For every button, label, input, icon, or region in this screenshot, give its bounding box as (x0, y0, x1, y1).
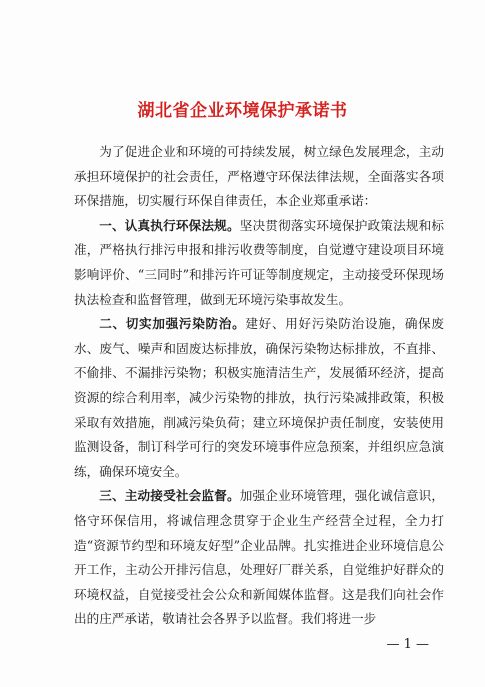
section-1-heading: 一、认真执行环保法规。 (99, 217, 240, 233)
page-number: — 1 — (386, 637, 429, 652)
section-1-paragraph (74, 214, 444, 312)
document-title: 湖北省企业环境保护承诺书 (137, 101, 348, 121)
document-body (74, 140, 444, 632)
section-2-paragraph (74, 312, 444, 484)
section-1-text: 坚决贯彻落实环境保护政策法规和标准，严格执行排污申报和排污收费等制度，自觉遵守建设项目环境影响评价、“三同时”和排污许可证等制度规定，主动接受环保现场执法检查和监督管理，做到无环境污染事故发生。 (74, 217, 445, 307)
section-2-heading: 二、切实加强污染防治。 (99, 316, 246, 332)
intro-paragraph: 为了促进企业和环境的可持续发展，树立绿色发展理念，主动承担环境保护的社会责任，严格遵守环保法律法规，全面落实各项环保措施，切实履行环保自律责任，本企业郑重承诺： (74, 144, 444, 209)
section-3-heading: 三、主动接受社会监督。 (99, 488, 240, 504)
section-3-text: 加强企业环境管理，强化诚信意识，恪守环保信用，将诚信理念贯穿于企业生产经营全过程，全力打造“资源节约型和环境友好型”企业品牌。扎实推进企业环境信息公开工作，主动公开排污信息，处理好厂群关系，自觉维护好群众的环境权益，自觉接受社会公众和新闻媒体监督。这是我们向社会作出的庄严承诺，敬请社会各界予以监督。我们将进一步 (74, 488, 445, 627)
section-2-text: 建好、用好污染防治设施，确保废水、废气、噪声和固废达标排放，确保污染物达标排放，不直排、不偷排、不漏排污染物；积极实施清洁生产，发展循环经济，提高资源的综合利用率，减少污染物的排放，执行污染减排政策，积极采取有效措施，削减污染负荷；建立环境保护责任制度，安装使用监测设备，制订科学可行的突发环境事件应急预案，并组织应急演练，确保环境安全。 (74, 316, 445, 479)
section-3-paragraph (74, 484, 444, 632)
